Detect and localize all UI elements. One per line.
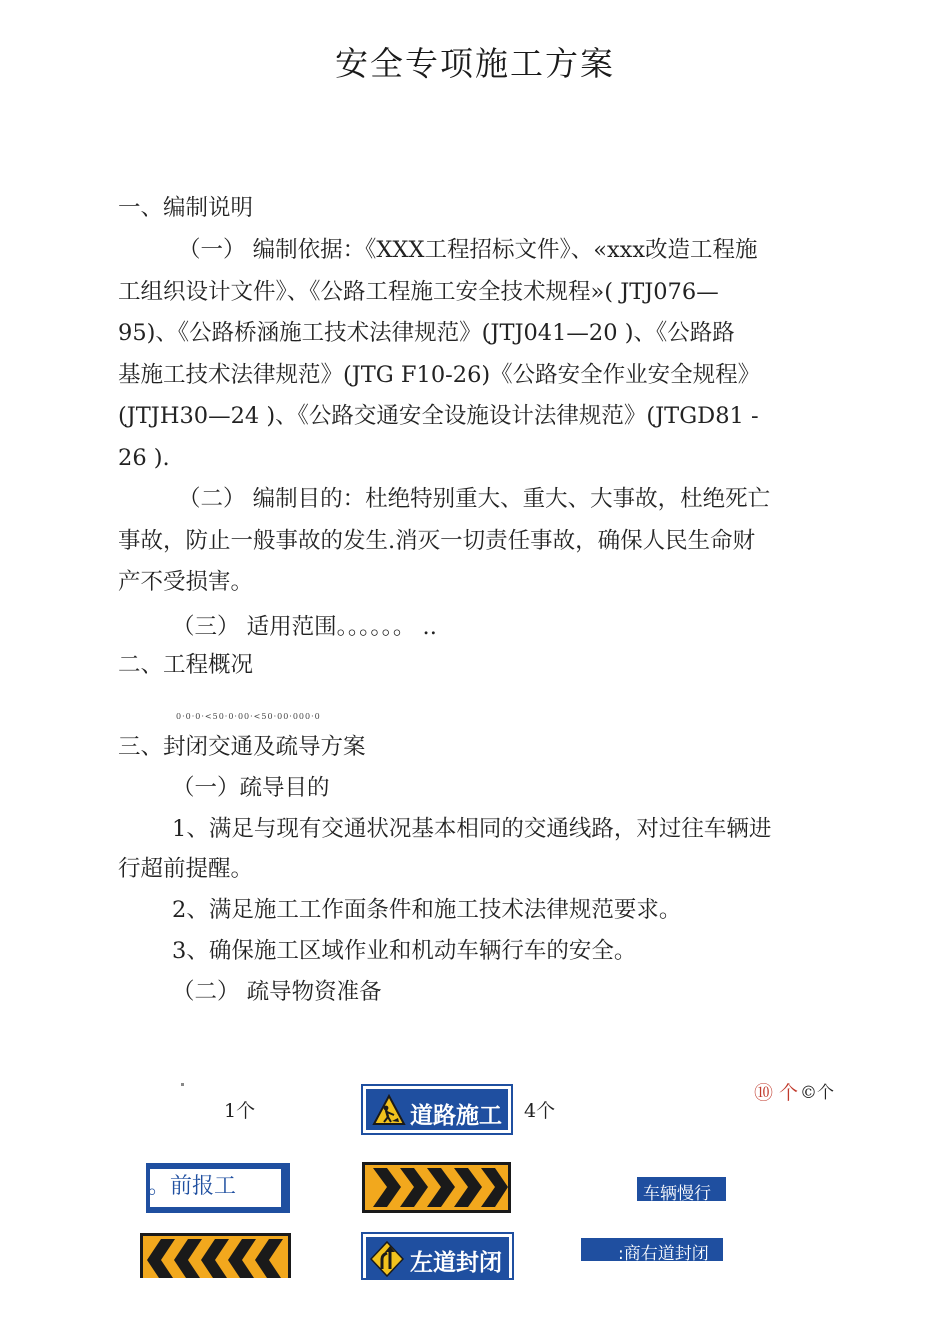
slow-vehicles-sign-text: 车辆慢行: [643, 1184, 711, 1204]
chevron-left-icon: [143, 1236, 288, 1278]
heading-section-3: 三、封闭交通及疏导方案: [118, 734, 366, 760]
road-work-sign: [363, 1086, 511, 1133]
list-item-3: 3、确保施工区域作业和机动车辆行车的安全。: [172, 938, 637, 964]
stray-mark: [181, 1083, 184, 1086]
paragraph-basis-line6: 26 ).: [118, 445, 170, 471]
heading-section-1: 一、编制说明: [118, 195, 254, 221]
paragraph-scope: （三） 适用范围。。。。。。 ..: [172, 614, 437, 640]
count-label-1: 1个: [224, 1100, 256, 1122]
right-lane-closed-sign-text: :商右道封闭: [618, 1244, 709, 1264]
paragraph-purpose-line3: 产不受损害。: [118, 569, 254, 595]
list-item-2: 2、满足施工工作面条件和施工技术法律规范要求。: [172, 897, 682, 923]
subheading-materials: （二） 疏导物资准备: [172, 979, 382, 1005]
heading-section-2: 二、工程概况: [118, 652, 254, 678]
front-work-sign: [146, 1163, 290, 1213]
count-label-copyright: ©个: [800, 1083, 834, 1103]
worker-warning-icon: [372, 1094, 406, 1126]
paragraph-basis-line1: （一） 编制依据：《XXX工程招标文件》、«xxx改造工程施: [178, 237, 758, 263]
chevron-left-sign: [140, 1233, 291, 1278]
road-work-sign-text: 道路施工: [410, 1103, 502, 1129]
count-label-4: 4个: [524, 1100, 556, 1122]
paragraph-basis-line5: (JTJH30—24 )、《公路交通安全设施设计法律规范》(JTGD81 -: [118, 403, 759, 429]
list-item-1-line2: 行超前提醒。: [118, 856, 254, 882]
subheading-guidance-purpose: （一）疏导目的: [172, 775, 330, 801]
front-work-sign-text: 。前报工: [148, 1174, 237, 1199]
left-lane-closed-sign: [363, 1234, 512, 1278]
document-title: 安全专项施工方案: [335, 44, 615, 83]
paragraph-purpose-line1: （二） 编制目的：杜绝特别重大、重大、大事故，杜绝死亡: [178, 486, 771, 512]
count-label-10: ⑩ 个: [754, 1082, 799, 1104]
chevron-right-sign: [362, 1162, 511, 1213]
paragraph-basis-line3: 95)、《公路桥涵施工技术法律规范》(JTJ041—20 )、《公路路: [118, 320, 735, 346]
left-lane-closed-sign-text: 左道封闭: [410, 1250, 502, 1276]
paragraph-basis-line4: 基施工技术法律规范》(JTG F10-26)《公路安全作业安全规程》: [118, 362, 761, 388]
paragraph-purpose-line2: 事故，防止一般事故的发生.消灭一切责任事故，确保人民生命财: [118, 528, 756, 554]
paragraph-basis-line2: 工组织设计文件》、《公路工程施工安全技术规程»( JTJ076—: [118, 279, 719, 305]
lane-merge-warning-icon: [370, 1241, 404, 1277]
chevron-right-icon: [365, 1165, 508, 1210]
list-item-1-line1: 1、满足与现有交通状况基本相同的交通线路，对过往车辆进: [172, 816, 772, 842]
slow-vehicles-sign: [637, 1177, 726, 1204]
overview-placeholder-dots: 0·0·0·<50·0·00·<50·00·000·0: [176, 712, 321, 721]
right-lane-closed-sign: [581, 1238, 723, 1264]
